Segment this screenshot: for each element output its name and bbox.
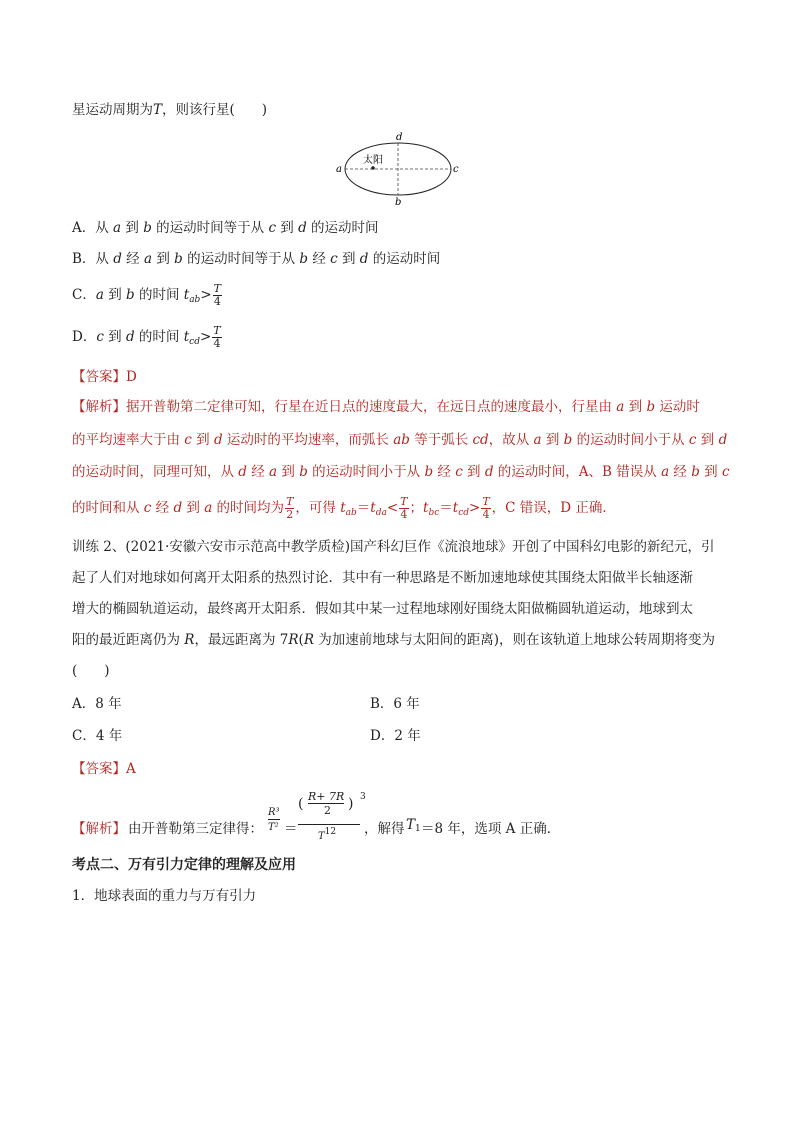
analysis-1-line-4: 的时间和从 c 经 d 到 a 的时间均为 $\frac{T}{2}$ ，可得 $t_{ab}=t_{da}<$ $\frac{T}{4}$ ；$t_{bc}=t_{cd}>$ $\frac{T}{4}$ ，C 错误，D 正确．	[72, 495, 616, 521]
fraction-r3: R³	[268, 807, 280, 818]
analysis-1-line-3: 的运动时间，同理可知，从 d 经 a 到 b 的运动时间小于从 b 经 c 到 d 的运动时间，A、B 错误从 a 经 b 到 c	[72, 464, 730, 480]
main-fraction-bar	[298, 824, 360, 825]
fraction-t-over-2: $\frac{T}{2}$	[286, 495, 294, 521]
fraction-t-over-4: $\frac{T}{4}$	[213, 282, 221, 308]
cube-exponent: 3	[360, 792, 366, 802]
fraction-t-over-4: $\frac{T}{4}$	[213, 324, 221, 350]
orbit-diagram	[336, 130, 460, 206]
fraction-t-over-4: $\frac{T}{4}$	[400, 495, 408, 521]
q2-line-1: 训练 2、(2021·安徽六安市示范高中教学质检)国产科幻巨作《流浪地球》开创了中国科幻电影的新纪元，引	[72, 539, 715, 555]
q2-option-c: C．4 年	[72, 728, 123, 744]
analysis-label: 【解析】	[72, 399, 126, 415]
q2-line-4: 阳的最近距离仍为 R，最远距离为 7R(R 为加速前地球与太阳间的距离)，则在该轨道上地球公转周期将变为	[72, 632, 716, 648]
option-b: B．从 d 经 a 到 b 的运动时间等于从 b 经 c 到 d 的运动时间	[72, 251, 441, 267]
answer-label: 【答案】	[72, 761, 126, 777]
analysis-label: 【解析】	[72, 821, 126, 837]
label-d: d	[396, 132, 403, 143]
fraction-t2: T²	[268, 822, 279, 833]
period-symbol: T	[153, 102, 163, 118]
analysis-solve: ，解得	[364, 821, 405, 837]
section-item-1: 1．地球表面的重力与万有引力	[72, 888, 257, 904]
inner-denominator: 2	[324, 804, 331, 817]
analysis-text: 由开普勒第三定律得：	[128, 821, 263, 837]
analysis-1-line-2: 的平均速率大于由 c 到 d 运动时的平均速率，而弧长 ab 等于弧长 cd，故从 a 到 b 的运动时间小于从 c 到 d	[72, 432, 728, 448]
equals-sign: ＝	[284, 821, 298, 837]
sun-dot	[371, 166, 375, 170]
answer-label: 【答案】	[72, 369, 126, 385]
intro-line	[72, 100, 267, 120]
q2-line-2: 起了人们对地球如何离开太阳系的热烈讨论．其中有一种思路是不断加速地球使其围绕太阳做半长轴逐渐	[72, 570, 693, 586]
analysis-result: ＝8 年，选项 A 正确．	[421, 821, 561, 837]
label-c: c	[453, 164, 459, 175]
q2-option-a: A．8 年	[72, 696, 122, 712]
answer-value: D	[126, 369, 137, 385]
intro-text: 星运动周期为	[72, 102, 153, 118]
sun-label: 太阳	[363, 155, 383, 166]
paren-open: (	[298, 796, 304, 812]
option-c: C．a 到 b 的时间 $t_{ab}>$ $\frac{T}{4}$	[72, 282, 221, 308]
q2-option-d: D．2 年	[370, 728, 421, 744]
analysis-1-line-1: 【解析】据开普勒第二定律可知，行星在近日点的速度最大，在远日点的速度最小，行星由 a 到 b 运动时	[72, 399, 700, 415]
section-title: 考点二、万有引力定律的理解及应用	[72, 857, 296, 873]
q2-line-3: 增大的椭圆轨道运动，最终离开太阳系．假如其中某一过程地球刚好围绕太阳做椭圆轨道运动，地球到太	[72, 601, 693, 617]
inner-numerator: R+ 7R	[308, 790, 345, 803]
t1-symbol: T	[406, 817, 416, 833]
analysis-2	[72, 790, 592, 850]
q2-option-b: B．6 年	[370, 696, 420, 712]
intro-text-end: ，则该行星( )	[162, 102, 268, 118]
q2-line-5: ( )	[72, 663, 110, 679]
answer-value: A	[126, 761, 136, 777]
main-denominator: $T^{12}$	[318, 827, 337, 842]
label-a: a	[336, 164, 342, 175]
option-a: A．从 a 到 b 的运动时间等于从 c 到 d 的运动时间	[72, 220, 379, 236]
option-d: D．c 到 d 的时间 $t_{cd}>$ $\frac{T}{4}$	[72, 324, 221, 350]
answer-2	[72, 759, 136, 779]
paren-close: )	[348, 796, 354, 812]
fraction-t-over-4: $\frac{T}{4}$	[482, 495, 490, 521]
answer-1	[72, 367, 137, 387]
t1-subscript: 1	[415, 824, 421, 834]
label-b: b	[395, 197, 402, 206]
